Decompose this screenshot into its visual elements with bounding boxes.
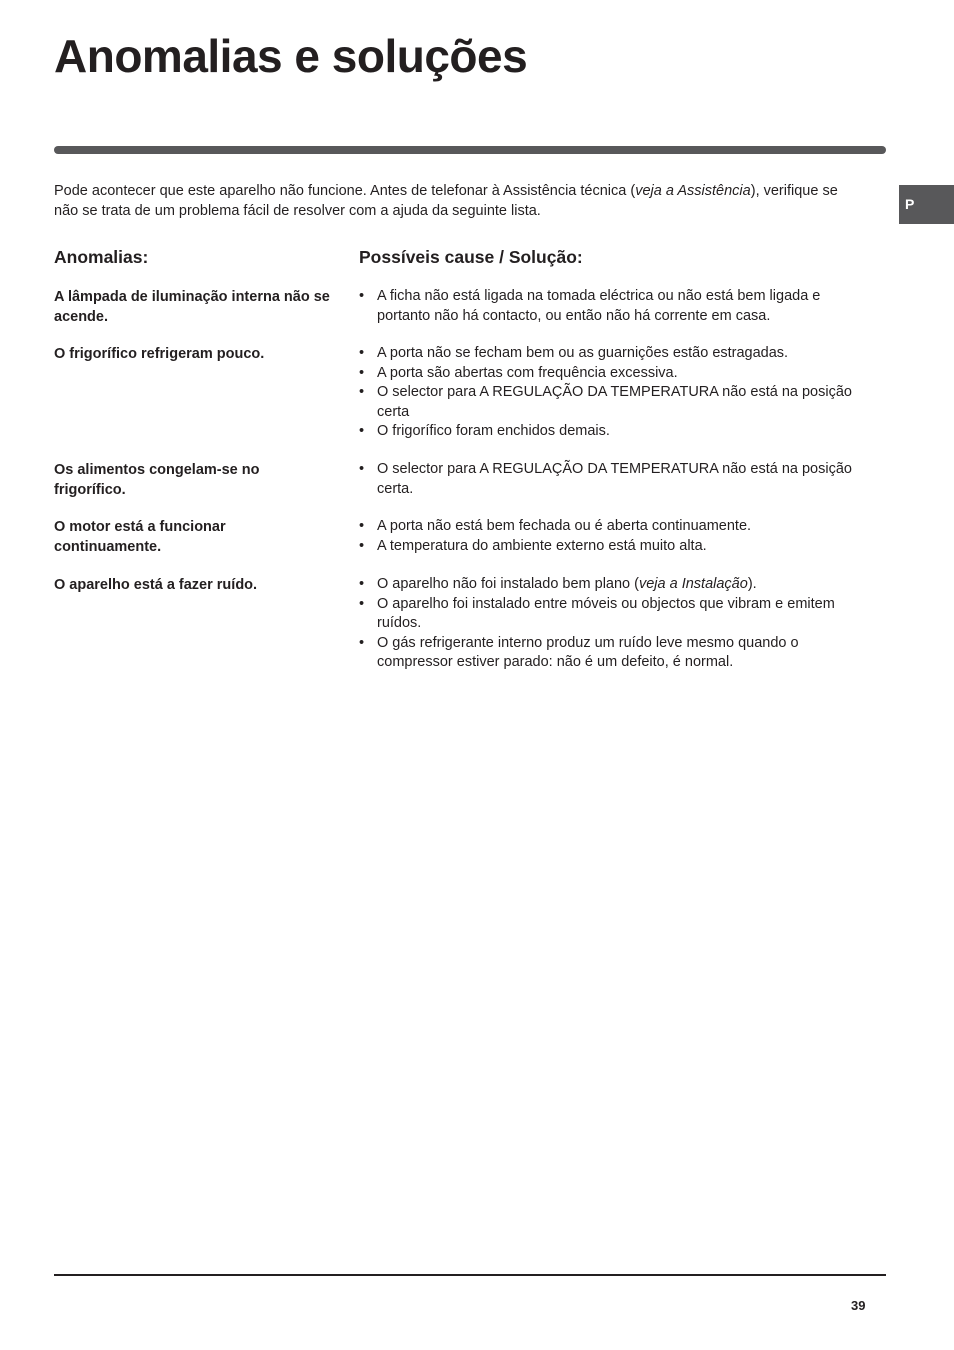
solution-item xyxy=(359,344,859,364)
problem-item: O frigorífico refrigeram pouco. xyxy=(54,346,265,362)
solution-item xyxy=(359,575,859,595)
solutions-heading: Possíveis cause / Solução: xyxy=(359,247,583,267)
bullet-icon: • xyxy=(359,423,365,439)
bullet-icon: • xyxy=(359,537,365,554)
solution-item xyxy=(359,364,859,384)
bullet-icon: • xyxy=(359,518,365,534)
solution-text: A porta não está bem fechada ou é aberta continuamente. xyxy=(377,518,752,534)
page-title: Anomalias e soluções xyxy=(54,30,528,82)
solution-text: O frigorífico foram enchidos demais. xyxy=(377,423,610,439)
solution-text: O aparelho foi instalado entre móveis ou objectos que vibram e emitem ruídos. xyxy=(377,595,835,631)
footer-divider xyxy=(54,1274,886,1276)
bullet-icon: • xyxy=(359,364,365,381)
bullet-icon: • xyxy=(359,461,365,477)
solution-reference: veja a Instalação xyxy=(638,576,748,592)
solution-text: O aparelho não foi instalado bem plano ( xyxy=(377,576,639,592)
solution-text: O selector para A REGULAÇÃO DA TEMPERATURA não está na posição certa xyxy=(377,384,852,420)
solution-item xyxy=(359,287,859,326)
language-tab: P xyxy=(899,185,954,224)
solution-text: O gás refrigerante interno produz um ruído leve mesmo quando o compressor estiver parado: não é um defeito, é normal. xyxy=(377,634,799,670)
solution-item xyxy=(359,634,859,673)
solution-list xyxy=(359,575,859,673)
solution-item xyxy=(359,422,859,442)
intro-reference: veja a Assistência xyxy=(635,183,751,199)
problem-item: O aparelho está a fazer ruído. xyxy=(54,577,258,593)
bullet-icon: • xyxy=(359,634,365,651)
solution-list xyxy=(359,517,859,556)
problem-item: A lâmpada de iluminação interna não se acende. xyxy=(54,289,330,325)
solution-text-end: ). xyxy=(747,576,757,592)
solution-text: A temperatura do ambiente externo está muito alta. xyxy=(377,537,707,554)
bullet-icon: • xyxy=(359,576,365,592)
solution-item xyxy=(359,460,859,499)
bullet-icon: • xyxy=(359,288,365,304)
intro-paragraph xyxy=(54,181,844,221)
solution-list xyxy=(359,287,859,326)
bullet-icon: • xyxy=(359,384,365,400)
problem-item: O motor está a funcionar continuamente. xyxy=(54,519,226,555)
solution-list xyxy=(359,344,859,442)
anomalies-heading: Anomalias: xyxy=(54,247,149,267)
solution-item xyxy=(359,383,859,422)
solution-list xyxy=(359,460,859,499)
intro-text-end: ), verifique se não se trata de um problema fácil de resolver com a ajuda da seguinte lista. xyxy=(54,183,838,219)
solution-text: A ficha não está ligada na tomada eléctrica ou não está bem ligada e portanto não há contacto, ou então não há corrente em casa. xyxy=(377,288,821,324)
bullet-icon: • xyxy=(359,595,365,612)
bullet-icon: • xyxy=(359,345,365,361)
page-number: 39 xyxy=(851,1298,866,1313)
solution-item xyxy=(359,517,859,537)
problem-item: Os alimentos congelam-se no frigorífico. xyxy=(54,462,260,498)
solution-text: A porta são abertas com frequência excessiva. xyxy=(377,364,678,381)
solution-text: O selector para A REGULAÇÃO DA TEMPERATURA não está na posição certa. xyxy=(377,461,852,497)
solution-item xyxy=(359,595,859,634)
solution-text: A porta não se fecham bem ou as guarnições estão estragadas. xyxy=(377,345,789,361)
solution-item xyxy=(359,537,859,557)
title-divider xyxy=(54,146,886,154)
intro-text-start: Pode acontecer que este aparelho não funcione. Antes de telefonar à Assistência técnica ( xyxy=(54,183,636,199)
